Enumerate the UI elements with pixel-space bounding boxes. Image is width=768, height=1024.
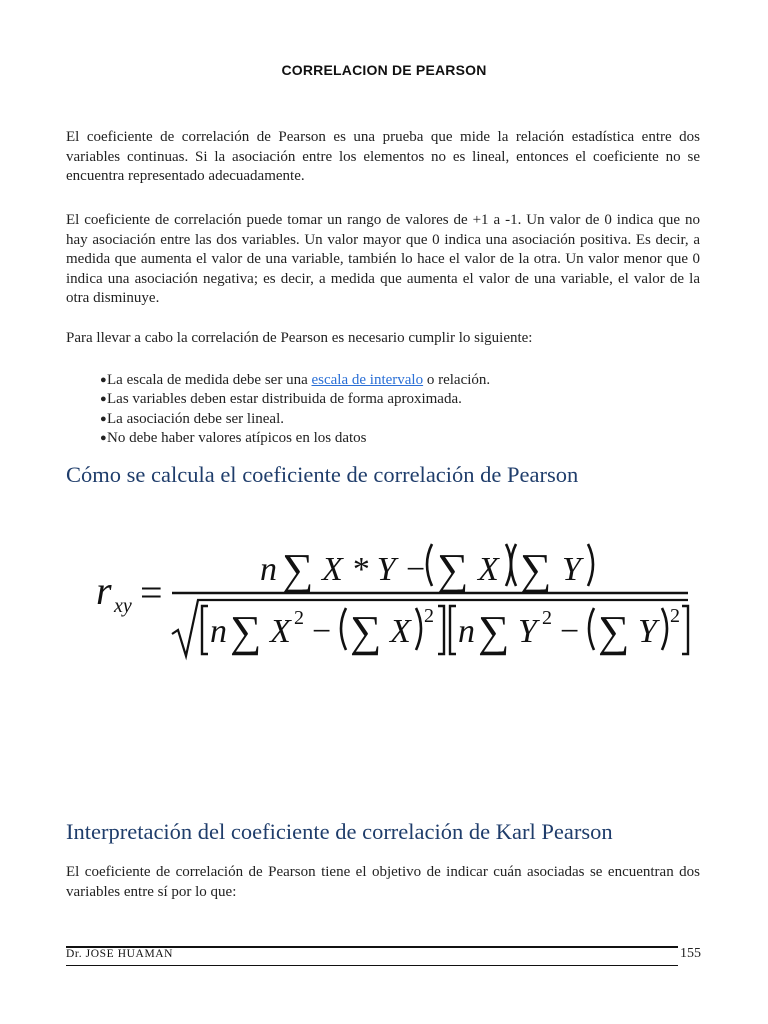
paren-close (416, 608, 421, 650)
formula-minus: − (406, 551, 426, 588)
list-item (100, 390, 490, 409)
formula-y-term: Y (638, 613, 657, 650)
bullet-icon: ● (100, 374, 107, 386)
list-item-text: La asociación debe ser lineal. (107, 410, 284, 427)
sum-symbol: ∑ (437, 545, 469, 594)
formula-r-subscript: xy (114, 595, 132, 617)
formula-superscript-2: 2 (542, 607, 552, 629)
bracket-close (682, 606, 688, 654)
list-item (100, 371, 490, 390)
formula-n: n (458, 613, 475, 650)
formula-minus: − (312, 613, 332, 650)
sum-symbol: ∑ (478, 607, 510, 656)
list-item-text: Las variables deben estar distribuida de forma aproximada. (107, 391, 462, 408)
paren-open (511, 544, 516, 586)
list-item-text: No debe haber valores atípicos en los datos (107, 429, 367, 446)
sum-symbol: ∑ (230, 607, 262, 656)
paren-open (589, 608, 594, 650)
paren-open (427, 544, 432, 586)
paren-open (341, 608, 346, 650)
formula-n: n (260, 551, 277, 588)
formula-x-term: X (390, 613, 411, 650)
formula-r: r (96, 568, 112, 613)
formula-superscript-2: 2 (424, 605, 434, 627)
list-item-text: o relación. (423, 372, 491, 388)
formula-x-squared-base: X (270, 613, 291, 650)
requirements-list (100, 371, 490, 448)
formula-xy-term: X * Y (322, 551, 396, 588)
formula-y-term: Y (562, 551, 581, 588)
sum-symbol: ∑ (350, 607, 382, 656)
bracket-open (450, 606, 456, 654)
sum-symbol: ∑ (282, 545, 314, 594)
paren-close (662, 608, 667, 650)
footer-divider-bottom (66, 965, 678, 966)
paragraph-intro: El coeficiente de correlación de Pearson es una prueba que mide la relación estadística entre dos variables continuas. Si la asociación entre los elementos no es lineal, entonces el coeficiente no se encuentra representado adecuadamente. (66, 129, 700, 185)
paren-close (588, 544, 593, 586)
sum-symbol: ∑ (598, 607, 630, 656)
formula-n: n (210, 613, 227, 650)
bracket-close (438, 606, 444, 654)
paragraph-interpretation: El coeficiente de correlación de Pearson tiene el objetivo de indicar cuán asociadas se encuentran dos variables entre sí por lo que: (66, 864, 700, 900)
list-item-text: La escala de medida debe ser una (107, 372, 312, 388)
paragraph-range: El coeficiente de correlación puede tomar un rango de valores de +1 a -1. Un valor de 0 indica que no hay asociación entre las dos variables. Un valor mayor que 0 indica una asociación positiva. Es decir, a medida que aumenta el valor de una variable, también lo hace el valor de la otra. Un valor menor que 0 indica una asociación negativa; es decir, a medida que aumenta el valor de una variable, el valor de la otra disminuye. (66, 212, 700, 307)
sum-symbol: ∑ (520, 545, 552, 594)
bullet-icon: ● (100, 431, 107, 444)
bracket-open (202, 606, 208, 654)
list-item (100, 410, 490, 429)
formula-minus: − (560, 613, 580, 650)
footer-author: Dr. JOSE HUAMAN (66, 948, 174, 960)
interval-scale-link[interactable]: escala de intervalo (311, 372, 424, 388)
formula-equals: = (140, 570, 163, 615)
paragraph-requirements-intro: Para llevar a cabo la correlación de Pearson es necesario cumplir lo siguiente: (66, 330, 533, 346)
formula-superscript-2: 2 (294, 607, 304, 629)
bullet-icon: ● (100, 412, 107, 425)
formula-y-squared-base: Y (518, 613, 537, 650)
pearson-formula (88, 530, 698, 665)
page-number: 155 (680, 946, 701, 961)
section-heading-interpretation: Interpretación del coeficiente de correlación de Karl Pearson (66, 819, 613, 844)
formula-x-term: X (478, 551, 499, 588)
section-heading-calculation: Cómo se calcula el coeficiente de correlación de Pearson (66, 462, 579, 487)
formula-superscript-2: 2 (670, 605, 680, 627)
list-item (100, 429, 490, 448)
bullet-icon: ● (100, 393, 107, 406)
document-title: CORRELACION DE PEARSON (281, 62, 487, 78)
